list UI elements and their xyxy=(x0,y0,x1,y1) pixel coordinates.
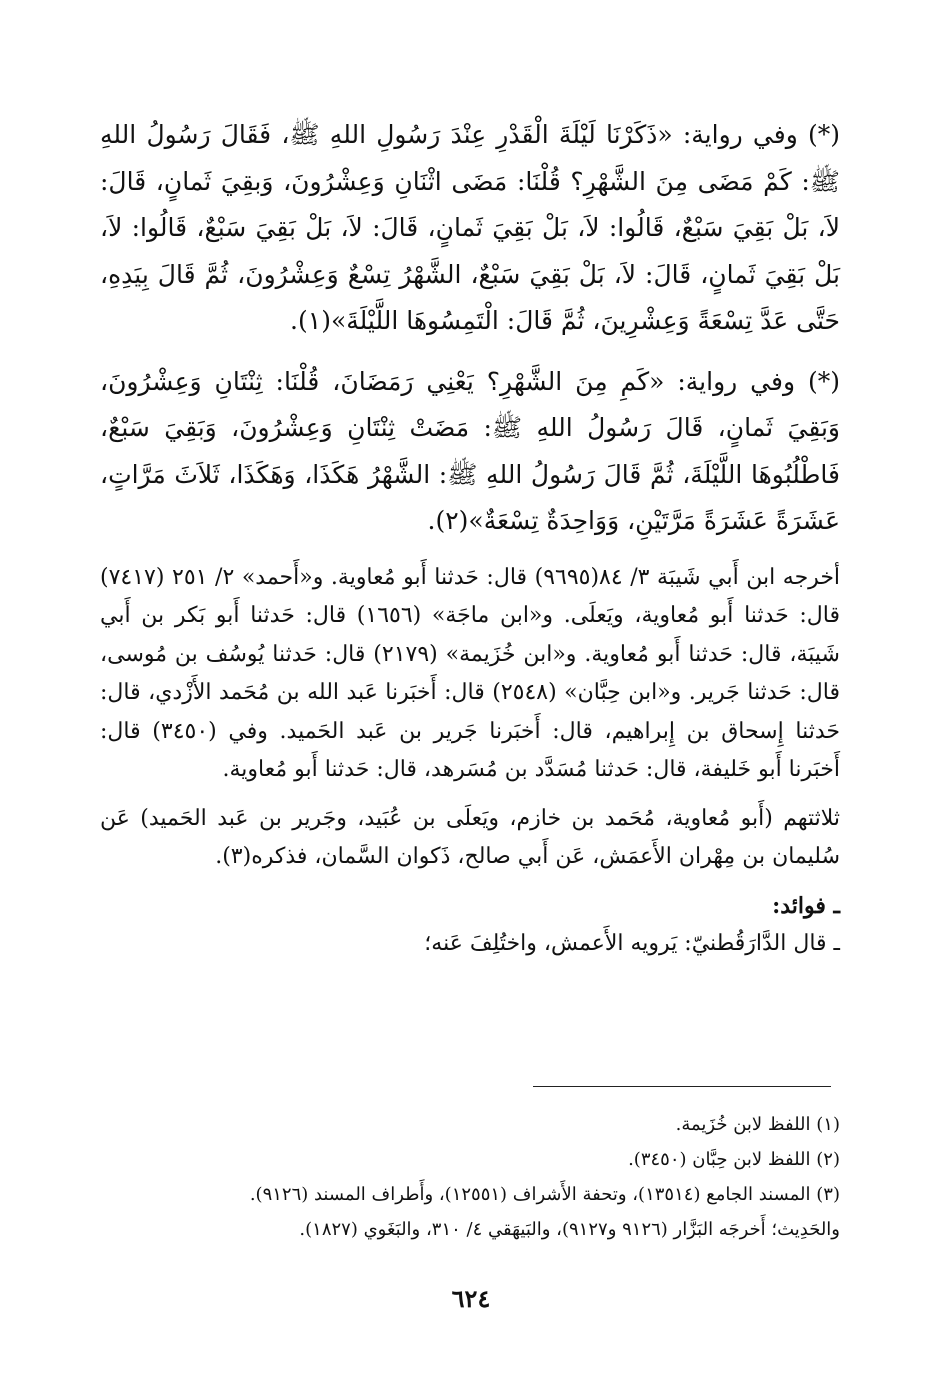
footnote-2: (٢) اللفظ لابن حِبَّان (٣٤٥٠). xyxy=(628,1149,840,1170)
main-text xyxy=(100,112,840,963)
footnote-3-continuation: والحَدِيث؛ أَخرجَه البَزَّار (٩١٢٦ و٩١٢٧)، والبَيهَقي ٤/ ٣١٠، والبَغَوي (١٨٢٧). xyxy=(299,1219,840,1240)
page-number: ٦٢٤ xyxy=(451,1284,491,1313)
benefits-heading: ـ فوائد: xyxy=(772,892,840,919)
hadith-narration-2: (*) وفي رواية: «كَمِ مِنَ الشَّهْرِ؟ يَعْنِي رَمَضَانَ، قُلْنَا: ثِنْتَانِ وَعِشْرُونَ، وَبَقِيَ ثَمانٍ، قَالَ رَسُولُ اللهِ ﷺ: مَضَتْ ثِنْتَانِ وَعِشْرُونَ، وَبَقِيَ سَبْعٌ، فَاطْلُبُوهَا اللَّيْلَةَ، ثُمَّ قَالَ رَسُولُ اللهِ ﷺ: الشَّهْرُ هَكَذَا، وَهَكَذَا، ثَلاَثَ مَرَّاتٍ، عَشَرَةً عَشَرَةً مَرَّتَيْنِ، وَوَاحِدَةٌ تِسْعَةٌ»(٢). xyxy=(100,366,840,535)
footnote-1: (١) اللفظ لابن خُزَيمة. xyxy=(675,1114,840,1135)
footnote-3: (٣) المسند الجامع (١٣٥١٤)، وتحفة الأَشراف (١٢٥٥١)، وأَطراف المسند (٩١٢٦). xyxy=(249,1184,840,1205)
footnote-divider xyxy=(533,1086,831,1087)
takhrij-paragraph: أخرجه ابن أَبي شَيبَة ٣/ ٨٤(٩٦٩٥) قال: حَدثنا أَبو مُعاوية. و«أَحمد» ٢/ ٢٥١ (٧٤١٧) قال: حَدثنا أَبو مُعاوية، ويَعلَى. و«ابن ماجَة» (١٦٥٦) قال: حَدثنا أَبو بَكر بن أَبي شَيبَة، قال: حَدثنا أَبو مُعاوية. و«ابن خُزَيمة» (٢١٧٩) قال: حَدثنا يُوسُف بن مُوسى، قال: حَدثنا جَرير. و«ابن حِبَّان» (٢٥٤٨) قال: أَخبَرنا عَبد الله بن مُحَمد الأَزْدي، قال: حَدثنا إِسحاق بن إِبراهيم، قال: أَخبَرنا جَرير بن عَبد الحَميد. وفي (٣٤٥٠) قال: أَخبَرنا أَبو خَليفة، قال: حَدثنا مُسَدَّد بن مُسَرهد، قال: حَدثنا أَبو مُعاوية. xyxy=(100,564,841,782)
chain-paragraph: ثلاثتهم (أَبو مُعاوية، مُحَمد بن خازم، ويَعلَى بن عُبَيد، وجَرير بن عَبد الحَميد) عَن سُليمان بن مِهْران الأَعمَش، عَن أَبي صالح، ذَكوان السَّمان، فذكره(٣). xyxy=(100,805,840,869)
footnotes xyxy=(100,1107,840,1247)
benefits-line: ـ قال الدَّارَقُطنيّ: يَرويه الأَعمش، واختُلِفَ عَنه؛ xyxy=(424,930,840,956)
hadith-narration-1: (*) وفي رواية: «ذَكَرْنَا لَيْلَةَ الْقَدْرِ عِنْدَ رَسُولِ اللهِ ﷺ، فَقَالَ رَسُولُ اللهِ ﷺ: كَمْ مَضَى مِنَ الشَّهْرِ؟ قُلْنَا: مَضَى اثْنَانِ وَعِشْرُونَ، وَبقِيَ ثَمانٍ، قَالَ: لاَ، بَلْ بَقِيَ سَبْعٌ، قَالُوا: لاَ، بَلْ بَقِيَ ثَمانٍ، قَالَ: لاَ، بَلْ بَقِيَ سَبْعٌ، قَالُوا: لاَ، بَلْ بَقِيَ ثَمانٍ، قَالَ: لاَ، بَلْ بَقِيَ سَبْعٌ، الشَّهْرُ تِسْعٌ وَعِشْرُونَ، ثُمَّ قَالَ بِيَدِهِ، حَتَّى عَدَّ تِسْعَةً وَعِشْرِينَ، ثُمَّ قَالَ: الْتَمِسُوهَا اللَّيْلَةَ»(١). xyxy=(100,120,840,335)
